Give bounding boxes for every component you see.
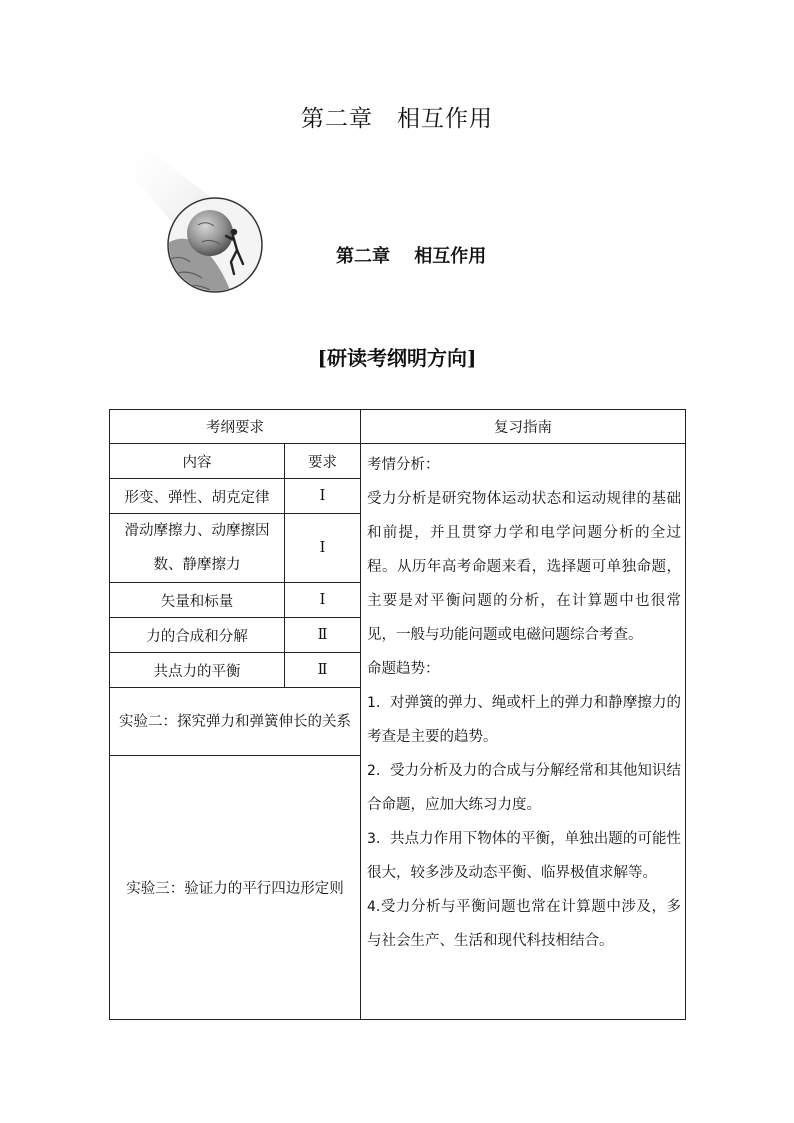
trend-item-4: 4.受力分析与平衡问题也常在计算题中涉及，多与社会生产、生活和现代科技相结合。 <box>367 899 681 949</box>
experiment-2: 实验二：探究弹力和弹簧伸长的关系 <box>110 688 361 756</box>
section-heading: [研读考纲明方向] <box>317 346 477 370</box>
header-guide: 复习指南 <box>361 410 686 444</box>
trend-item-2: 2．受力分析及力的合成与分解经常和其他知识结合命题，应加大练习力度。 <box>367 763 681 813</box>
row-level: Ⅱ <box>285 618 361 653</box>
review-guide-cell <box>361 444 686 1020</box>
syllabus-table <box>109 409 686 1020</box>
row-content: 滑动摩擦力、动摩擦因数、静摩擦力 <box>110 514 285 583</box>
analysis-label: 考情分析： <box>367 457 440 473</box>
row-level: Ⅰ <box>285 479 361 514</box>
row-level: Ⅱ <box>285 653 361 688</box>
row-level: Ⅰ <box>285 514 361 583</box>
col-requirement-header: 要求 <box>285 444 361 479</box>
chapter-title: 第二章 相互作用 <box>301 106 493 132</box>
boulder-pusher-emblem <box>110 150 280 300</box>
row-content: 力的合成和分解 <box>110 618 285 653</box>
experiment-3: 实验三：验证力的平行四边形定则 <box>110 756 361 1020</box>
row-content: 共点力的平衡 <box>110 653 285 688</box>
row-content: 形变、弹性、胡克定律 <box>110 479 285 514</box>
trend-label: 命题趋势： <box>367 661 440 677</box>
trend-item-3: 3．共点力作用下物体的平衡，单独出题的可能性很大，较多涉及动态平衡、临界极值求解等。 <box>367 831 681 881</box>
trend-item-1: 1．对弹簧的弹力、绳或杆上的弹力和静摩擦力的考查是主要的趋势。 <box>367 695 681 745</box>
row-level: Ⅰ <box>285 583 361 618</box>
col-content-header: 内容 <box>110 444 285 479</box>
chapter-subtitle: 第二章 相互作用 <box>336 246 487 267</box>
row-content: 矢量和标量 <box>110 583 285 618</box>
boulder <box>187 210 233 256</box>
analysis-text: 受力分析是研究物体运动状态和运动规律的基础和前提，并且贯穿力学和电学问题分析的全过程。从历年高考命题来看，选择题可单独命题，主要是对平衡问题的分析，在计算题中也很常见，一般与功能问题或电磁问题综合考查。 <box>367 491 681 643</box>
header-syllabus: 考纲要求 <box>110 410 361 444</box>
